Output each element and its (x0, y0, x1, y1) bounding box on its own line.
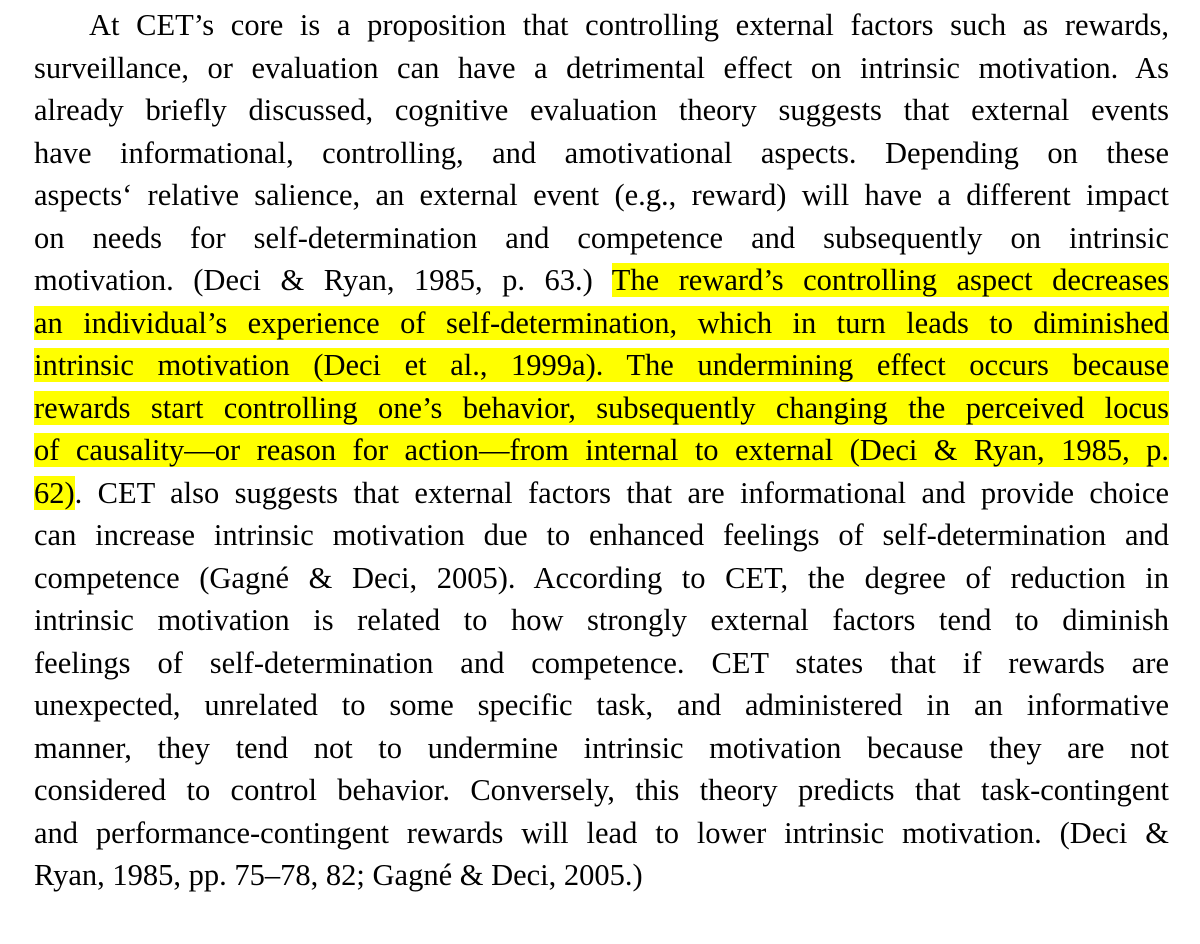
text-line (34, 429, 1169, 472)
paragraph (34, 4, 1169, 897)
text-segment: motivation. (Deci & Ryan, 1985, p. 63.) (34, 263, 612, 297)
text-line (34, 387, 1169, 430)
highlighted-text: 62) (34, 475, 75, 510)
text-segment: . CET also suggests that external factors that are informational and provide choice (74, 475, 1169, 510)
highlighted-text: of causality—or reason for action—from internal to external (Deci & Ryan, 1985, p. (34, 433, 1169, 467)
text-line: Ryan, 1985, pp. 75–78, 82; Gagné & Deci, 2005.) (34, 858, 643, 892)
text-line: At CET’s core is a proposition that controlling external factors such as rewards, (89, 8, 1169, 42)
text-line: surveillance, or evaluation can have a detrimental effect on intrinsic motivation. As (34, 50, 1169, 85)
text-line: aspects‘ relative salience, an external event (e.g., reward) will have a different impact (34, 178, 1169, 212)
highlighted-text: rewards start controlling one’s behavior, subsequently changing the perceived locus (34, 390, 1169, 425)
text-line: and performance-contingent rewards will lead to lower intrinsic motivation. (Deci & (34, 815, 1169, 850)
text-line (34, 344, 1169, 387)
text-line (34, 259, 1169, 302)
document-page (34, 4, 1169, 897)
highlighted-text: The reward’s controlling aspect decreases (611, 263, 1169, 297)
text-line: feelings of self-determination and competence. CET states that if rewards are (34, 645, 1169, 680)
text-line: already briefly discussed, cognitive evaluation theory suggests that external events (34, 93, 1169, 127)
highlighted-text: an individual’s experience of self-determination, which in turn leads to diminished (34, 305, 1169, 340)
text-line: intrinsic motivation is related to how strongly external factors tend to diminish (34, 603, 1169, 637)
text-line (34, 472, 1169, 515)
text-line: on needs for self-determination and competence and subsequently on intrinsic (34, 220, 1169, 255)
text-line: considered to control behavior. Conversely, this theory predicts that task-contingent (34, 773, 1169, 807)
text-line: can increase intrinsic motivation due to enhanced feelings of self-determination and (34, 518, 1169, 552)
text-line: unexpected, unrelated to some specific task, and administered in an informative (34, 688, 1169, 722)
text-line: manner, they tend not to undermine intrinsic motivation because they are not (34, 730, 1169, 765)
text-line (34, 302, 1169, 345)
text-line: competence (Gagné & Deci, 2005). According to CET, the degree of reduction in (34, 560, 1169, 595)
text-line: have informational, controlling, and amotivational aspects. Depending on these (34, 135, 1169, 170)
highlighted-text: intrinsic motivation (Deci et al., 1999a). The undermining effect occurs because (34, 348, 1169, 382)
